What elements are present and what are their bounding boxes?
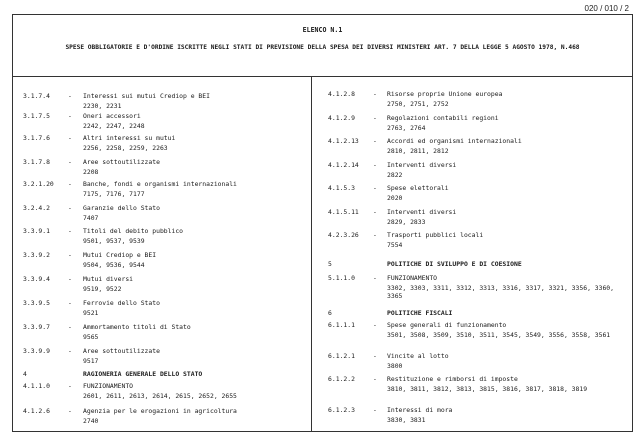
- list-item: [312, 321, 632, 351]
- entry-code: 4.1.1.0: [23, 382, 50, 390]
- entry-dash: -: [68, 204, 72, 212]
- entry-dash: -: [373, 90, 377, 98]
- list-item: [13, 407, 311, 431]
- entry-description: FUNZIONAMENTO: [83, 382, 134, 390]
- entry-code: 3.3.9.4: [23, 275, 50, 283]
- page-reference: 020 / 010 / 2: [584, 4, 629, 13]
- entry-description: Risorse proprie Unione europea: [387, 90, 503, 98]
- entry-description: Banche, fondi e organismi internazionali: [83, 180, 237, 188]
- entry-code: 3.3.9.5: [23, 299, 50, 307]
- entry-code: 6.1.2.3: [328, 406, 355, 414]
- entry-dash: -: [373, 161, 377, 169]
- entry-code: 3.3.9.2: [23, 251, 50, 259]
- entry-chapters: 9501, 9537, 9539: [83, 237, 145, 245]
- entry-chapters: 7554: [387, 241, 403, 249]
- entry-code: 5.1.1.0: [328, 274, 355, 282]
- entry-description: Restituzione e rimborsi di imposte: [387, 375, 518, 383]
- entry-dash: -: [68, 92, 72, 100]
- entry-dash: -: [373, 274, 377, 282]
- entry-chapters: 7175, 7176, 7177: [83, 190, 145, 198]
- entry-description: Accordi ed organismi internazionali: [387, 137, 522, 145]
- entry-chapters: 2601, 2611, 2613, 2614, 2615, 2652, 2655: [83, 392, 237, 400]
- entry-code: 4: [23, 370, 27, 378]
- entry-code: 4.1.5.3: [328, 184, 355, 192]
- entry-chapters: 3302, 3303, 3311, 3312, 3313, 3316, 3317, 3321, 3356, 3360, 3365: [387, 284, 615, 300]
- entry-dash: -: [373, 208, 377, 216]
- entry-code: 4.1.2.6: [23, 407, 50, 415]
- entry-chapters: 7407: [83, 214, 99, 222]
- header: [13, 15, 632, 77]
- entry-chapters: 3810, 3811, 3812, 3813, 3815, 3816, 3817, 3818, 3819: [387, 385, 588, 393]
- entry-chapters: 2750, 2751, 2752: [387, 100, 449, 108]
- entry-code: 3.3.9.9: [23, 347, 50, 355]
- entry-dash: -: [68, 299, 72, 307]
- entry-chapters: 3800: [387, 362, 403, 370]
- entry-code: 6.1.1.1: [328, 321, 355, 329]
- entry-dash: -: [373, 406, 377, 414]
- entry-description: Spese generali di funzionamento: [387, 321, 507, 329]
- entry-description: Trasporti pubblici locali: [387, 231, 484, 239]
- entry-dash: -: [68, 275, 72, 283]
- document-frame: [12, 14, 633, 432]
- entry-description: FUNZIONAMENTO: [387, 274, 438, 282]
- entry-chapters: 9517: [83, 357, 99, 365]
- entry-description: Regolazioni contabili regioni: [387, 114, 499, 122]
- entry-dash: -: [68, 347, 72, 355]
- entry-description: Interessi di mora: [387, 406, 453, 414]
- list-item: [312, 231, 632, 261]
- entry-code: 6.1.2.2: [328, 375, 355, 383]
- entry-chapters: 2242, 2247, 2248: [83, 122, 145, 130]
- entry-dash: -: [373, 375, 377, 383]
- entry-description: POLITICHE FISCALI: [387, 309, 453, 317]
- entry-dash: -: [373, 114, 377, 122]
- entry-chapters: 2208: [83, 168, 99, 176]
- entry-dash: -: [373, 352, 377, 360]
- entry-description: Interventi diversi: [387, 161, 457, 169]
- entry-code: 3.3.9.1: [23, 227, 50, 235]
- entry-chapters: 2829, 2833: [387, 218, 426, 226]
- entry-code: 6.1.2.1: [328, 352, 355, 360]
- entry-code: 3.2.1.20: [23, 180, 54, 188]
- list-item: [312, 375, 632, 405]
- entry-description: Mutui diversi: [83, 275, 134, 283]
- entry-code: 3.1.7.8: [23, 158, 50, 166]
- entry-code: 4.1.2.8: [328, 90, 355, 98]
- entry-chapters: 9565: [83, 333, 99, 341]
- entry-chapters: 9504, 9536, 9544: [83, 261, 145, 269]
- left-column: [13, 77, 312, 431]
- entry-chapters: 2822: [387, 171, 403, 179]
- entry-dash: -: [373, 184, 377, 192]
- entry-dash: -: [68, 158, 72, 166]
- entry-chapters: 3830, 3831: [387, 416, 426, 424]
- entry-description: Interessi sui mutui Crediop e BEI: [83, 92, 210, 100]
- entry-code: 3.1.7.6: [23, 134, 50, 142]
- entry-description: Aree sottoutilizzate: [83, 158, 160, 166]
- entry-chapters: 2256, 2258, 2259, 2263: [83, 144, 168, 152]
- entry-dash: -: [68, 180, 72, 188]
- entry-code: 4.1.2.13: [328, 137, 359, 145]
- right-column: [312, 77, 632, 431]
- entry-description: Mutui Crediop e BEI: [83, 251, 157, 259]
- entry-description: Ammortamento titoli di Stato: [83, 323, 191, 331]
- entry-code: 4.2.3.26: [328, 231, 359, 239]
- entry-dash: -: [373, 231, 377, 239]
- entry-description: Aree sottoutilizzate: [83, 347, 160, 355]
- entry-code: 3.3.9.7: [23, 323, 50, 331]
- entry-dash: -: [68, 134, 72, 142]
- entry-dash: -: [68, 382, 72, 390]
- entry-description: Spese elettorali: [387, 184, 449, 192]
- entry-chapters: 2230, 2231: [83, 102, 122, 110]
- entry-dash: -: [68, 227, 72, 235]
- entry-code: 6: [328, 309, 332, 317]
- document-title: ELENCO N.1: [302, 26, 343, 34]
- entry-dash: -: [373, 321, 377, 329]
- document-subtitle: SPESE OBBLIGATORIE E D'ORDINE ISCRITTE NEGLI STATI DI PREVISIONE DELLA SPESA DEI DIVERSI MINISTERI ART. 7 DELLA LEGGE 5 AGOSTO 1978, N.468: [65, 44, 580, 51]
- entry-dash: -: [68, 112, 72, 120]
- entry-dash: -: [373, 137, 377, 145]
- entry-description: Vincite al lotto: [387, 352, 449, 360]
- entry-code: 3.2.4.2: [23, 204, 50, 212]
- list-item: [312, 406, 632, 431]
- entry-code: 4.1.2.14: [328, 161, 359, 169]
- entry-chapters: 2810, 2811, 2812: [387, 147, 449, 155]
- list-item: [312, 274, 632, 304]
- entry-dash: -: [68, 251, 72, 259]
- entry-dash: -: [68, 407, 72, 415]
- entry-description: Altri interessi su mutui: [83, 134, 176, 142]
- entry-code: 3.1.7.4: [23, 92, 50, 100]
- entry-chapters: 9521: [83, 309, 99, 317]
- entry-code: 5: [328, 260, 332, 268]
- entry-description: Interventi diversi: [387, 208, 457, 216]
- entry-chapters: 2763, 2764: [387, 124, 426, 132]
- entry-dash: -: [68, 323, 72, 331]
- entry-description: Ferrovie dello Stato: [83, 299, 160, 307]
- entry-chapters: 9519, 9522: [83, 285, 122, 293]
- entry-description: Oneri accessori: [83, 112, 141, 120]
- entry-chapters: 2740: [83, 417, 99, 425]
- entry-code: 3.1.7.5: [23, 112, 50, 120]
- entry-description: RAGIONERIA GENERALE DELLO STATO: [83, 370, 203, 378]
- entry-code: 4.1.2.9: [328, 114, 355, 122]
- entry-chapters: 2020: [387, 194, 403, 202]
- entry-description: Agenzia per le erogazioni in agricoltura: [83, 407, 237, 415]
- entry-code: 4.1.5.11: [328, 208, 359, 216]
- entry-description: Garanzie dello Stato: [83, 204, 160, 212]
- entry-chapters: 3501, 3508, 3509, 3510, 3511, 3545, 3549, 3556, 3558, 3561: [387, 331, 611, 339]
- entry-description: POLITICHE DI SVILUPPO E DI COESIONE: [387, 260, 522, 268]
- entry-description: Titoli del debito pubblico: [83, 227, 184, 235]
